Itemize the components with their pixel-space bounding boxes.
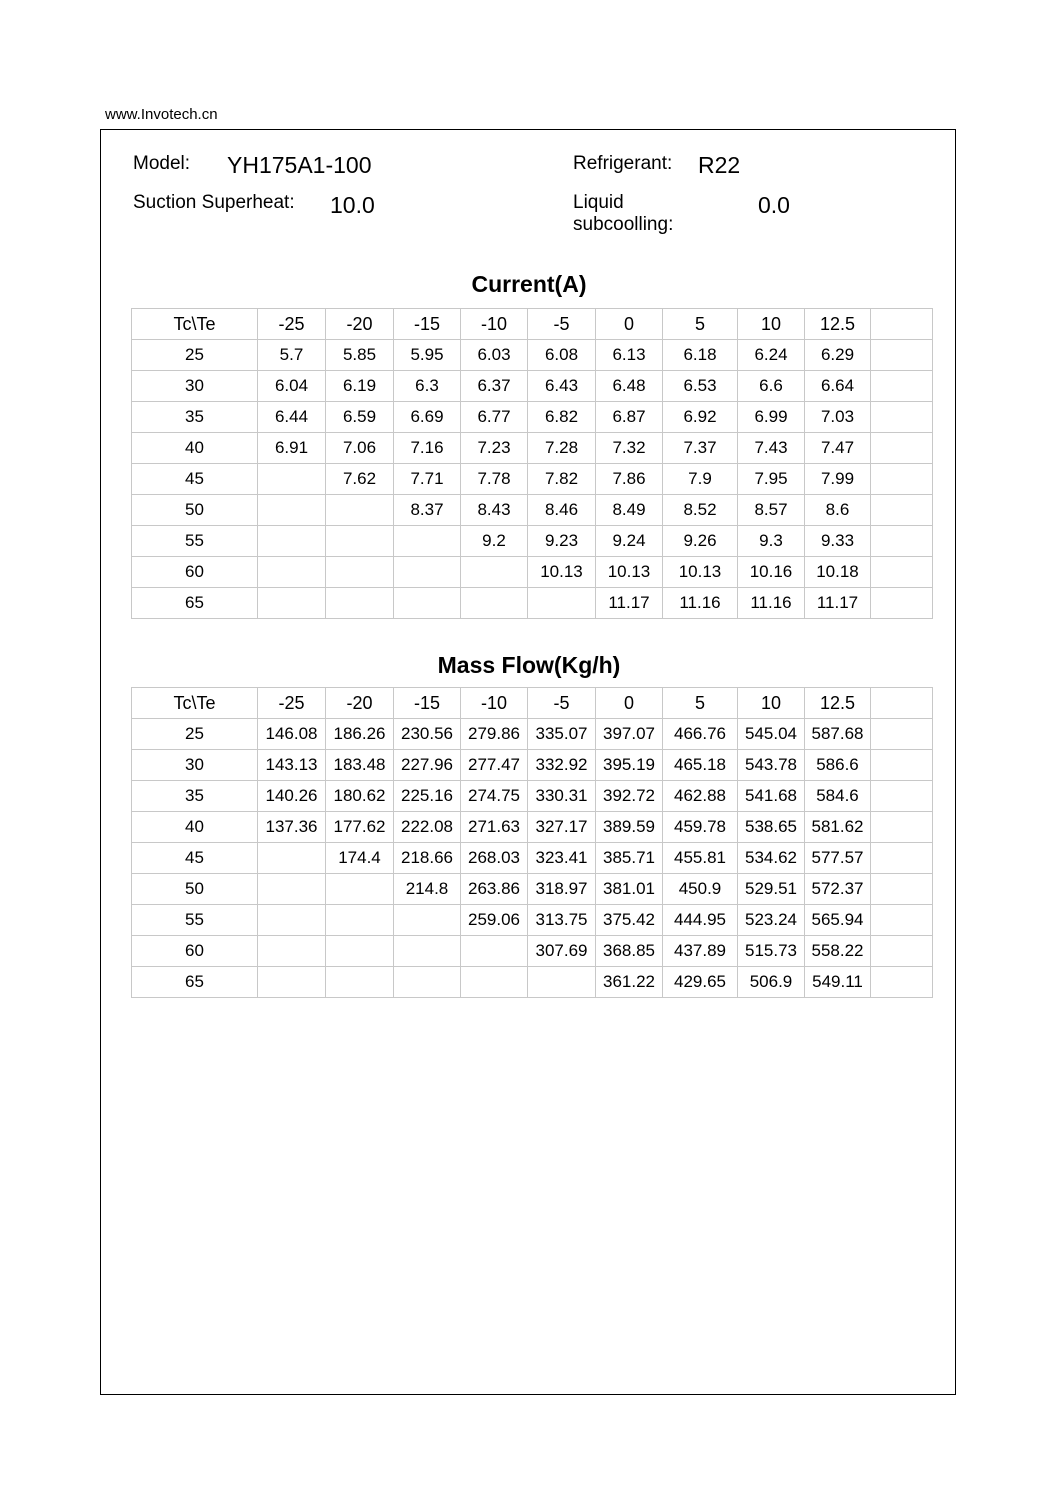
table-cell: 146.08 (258, 719, 326, 750)
table-cell (258, 936, 326, 967)
table-cell (394, 557, 461, 588)
table-cell (258, 557, 326, 588)
table-cell (258, 967, 326, 998)
table-cell (871, 781, 933, 812)
table-cell: 587.68 (805, 719, 871, 750)
table-cell (326, 495, 394, 526)
corner-cell: Tc\Te (132, 688, 258, 719)
table-cell (461, 936, 528, 967)
table-cell: 543.78 (738, 750, 805, 781)
table-cell: 9.24 (596, 526, 663, 557)
table-cell: 6.48 (596, 371, 663, 402)
table-row (132, 843, 933, 874)
table-cell: 538.65 (738, 812, 805, 843)
table-cell: 7.86 (596, 464, 663, 495)
row-header: 40 (132, 433, 258, 464)
table-cell: 7.06 (326, 433, 394, 464)
table-cell (871, 874, 933, 905)
table-cell: 222.08 (394, 812, 461, 843)
table-cell (871, 750, 933, 781)
table-cell: 140.26 (258, 781, 326, 812)
table-cell: 7.71 (394, 464, 461, 495)
table-cell (326, 936, 394, 967)
corner-cell: Tc\Te (132, 309, 258, 340)
table-cell: 279.86 (461, 719, 528, 750)
table-row (132, 812, 933, 843)
table-cell: 7.9 (663, 464, 738, 495)
column-header: 0 (596, 309, 663, 340)
table-cell: 6.29 (805, 340, 871, 371)
table-cell (871, 843, 933, 874)
table-cell: 549.11 (805, 967, 871, 998)
table-cell (871, 402, 933, 433)
table-cell: 11.16 (738, 588, 805, 619)
table-cell: 263.86 (461, 874, 528, 905)
table-cell: 6.99 (738, 402, 805, 433)
table-cell (871, 967, 933, 998)
website-url: www.Invotech.cn (105, 106, 218, 123)
refrigerant-label: Refrigerant: (573, 153, 673, 174)
table-cell (528, 588, 596, 619)
table-cell: 6.77 (461, 402, 528, 433)
table-cell: 177.62 (326, 812, 394, 843)
table-cell: 6.24 (738, 340, 805, 371)
table-cell: 318.97 (528, 874, 596, 905)
table-cell: 6.59 (326, 402, 394, 433)
table-cell: 313.75 (528, 905, 596, 936)
table-row (132, 719, 933, 750)
row-header: 45 (132, 464, 258, 495)
column-header (871, 688, 933, 719)
table-cell: 444.95 (663, 905, 738, 936)
table-cell: 10.16 (738, 557, 805, 588)
table-cell: 6.69 (394, 402, 461, 433)
table-cell: 7.03 (805, 402, 871, 433)
table-cell: 335.07 (528, 719, 596, 750)
table-row (132, 433, 933, 464)
table-cell (871, 340, 933, 371)
table-cell: 7.32 (596, 433, 663, 464)
table-cell: 545.04 (738, 719, 805, 750)
row-header: 65 (132, 967, 258, 998)
table-cell: 9.26 (663, 526, 738, 557)
table-cell: 6.64 (805, 371, 871, 402)
table-cell: 271.63 (461, 812, 528, 843)
row-header: 55 (132, 526, 258, 557)
table-cell (461, 967, 528, 998)
row-header: 25 (132, 340, 258, 371)
header-row (132, 688, 933, 719)
table-cell (258, 843, 326, 874)
table-cell: 466.76 (663, 719, 738, 750)
table-cell: 6.18 (663, 340, 738, 371)
table-cell: 5.7 (258, 340, 326, 371)
table-cell (394, 588, 461, 619)
table-row (132, 750, 933, 781)
table-cell: 7.99 (805, 464, 871, 495)
table-cell (258, 526, 326, 557)
table-cell: 227.96 (394, 750, 461, 781)
table-cell: 7.37 (663, 433, 738, 464)
column-header: 5 (663, 309, 738, 340)
table-cell: 8.57 (738, 495, 805, 526)
model-value: YH175A1-100 (227, 152, 372, 178)
row-header: 40 (132, 812, 258, 843)
table-cell (258, 464, 326, 495)
table-cell: 534.62 (738, 843, 805, 874)
table-cell: 5.95 (394, 340, 461, 371)
table-row (132, 905, 933, 936)
table-cell (528, 967, 596, 998)
table-cell: 327.17 (528, 812, 596, 843)
table-cell: 7.47 (805, 433, 871, 464)
table-cell: 389.59 (596, 812, 663, 843)
table-cell: 7.28 (528, 433, 596, 464)
table-cell: 7.16 (394, 433, 461, 464)
table-cell (258, 495, 326, 526)
table-cell: 429.65 (663, 967, 738, 998)
column-header: 5 (663, 688, 738, 719)
table-cell: 6.3 (394, 371, 461, 402)
table-cell: 465.18 (663, 750, 738, 781)
table-cell: 9.2 (461, 526, 528, 557)
table-cell (326, 557, 394, 588)
table-cell (394, 905, 461, 936)
table-cell: 6.53 (663, 371, 738, 402)
table-cell: 10.13 (528, 557, 596, 588)
table-row (132, 557, 933, 588)
table-cell: 307.69 (528, 936, 596, 967)
row-header: 50 (132, 874, 258, 905)
table-cell: 9.33 (805, 526, 871, 557)
table-cell: 368.85 (596, 936, 663, 967)
table-row (132, 464, 933, 495)
table-cell: 395.19 (596, 750, 663, 781)
table-cell: 586.6 (805, 750, 871, 781)
row-header: 50 (132, 495, 258, 526)
subcooling-value: 0.0 (758, 192, 790, 218)
table-cell: 7.78 (461, 464, 528, 495)
superheat-value: 10.0 (330, 192, 375, 218)
table-cell: 332.92 (528, 750, 596, 781)
row-header: 30 (132, 750, 258, 781)
table-cell: 10.13 (663, 557, 738, 588)
table-cell (326, 967, 394, 998)
table-cell (394, 526, 461, 557)
table-row (132, 874, 933, 905)
table-cell: 183.48 (326, 750, 394, 781)
table-cell: 259.06 (461, 905, 528, 936)
table-cell: 558.22 (805, 936, 871, 967)
model-label: Model: (133, 153, 191, 174)
superheat-label: Suction Superheat: (133, 192, 295, 213)
table-cell: 6.92 (663, 402, 738, 433)
massflow-table-title: Mass Flow(Kg/h) (437, 652, 621, 678)
table-cell: 7.43 (738, 433, 805, 464)
table-cell: 6.19 (326, 371, 394, 402)
column-header: -5 (528, 688, 596, 719)
column-header: -15 (394, 309, 461, 340)
table-cell: 375.42 (596, 905, 663, 936)
table-cell: 437.89 (663, 936, 738, 967)
table-row (132, 588, 933, 619)
table-cell: 361.22 (596, 967, 663, 998)
table-cell: 186.26 (326, 719, 394, 750)
table-cell: 397.07 (596, 719, 663, 750)
table-cell: 462.88 (663, 781, 738, 812)
table-cell (461, 588, 528, 619)
table-cell (871, 433, 933, 464)
column-header: 12.5 (805, 688, 871, 719)
table-cell: 577.57 (805, 843, 871, 874)
column-header: -20 (326, 688, 394, 719)
table-cell: 6.04 (258, 371, 326, 402)
subcooling-label-line2: subcoolling: (573, 214, 674, 235)
table-cell (258, 905, 326, 936)
table-cell: 11.16 (663, 588, 738, 619)
table-cell: 5.85 (326, 340, 394, 371)
column-header: 10 (738, 309, 805, 340)
current-table (131, 308, 933, 619)
table-cell: 7.95 (738, 464, 805, 495)
table-cell (871, 936, 933, 967)
column-header: -25 (258, 688, 326, 719)
table-cell (871, 557, 933, 588)
table-cell: 7.62 (326, 464, 394, 495)
table-cell: 10.18 (805, 557, 871, 588)
table-cell (871, 495, 933, 526)
table-cell: 6.03 (461, 340, 528, 371)
table-cell: 11.17 (596, 588, 663, 619)
table-cell: 268.03 (461, 843, 528, 874)
table-cell (258, 874, 326, 905)
table-cell: 8.6 (805, 495, 871, 526)
table-cell: 10.13 (596, 557, 663, 588)
massflow-table (131, 687, 933, 998)
table-cell (871, 905, 933, 936)
column-header: -20 (326, 309, 394, 340)
table-cell: 6.13 (596, 340, 663, 371)
table-cell: 274.75 (461, 781, 528, 812)
table-row (132, 526, 933, 557)
table-cell: 11.17 (805, 588, 871, 619)
table-cell: 143.13 (258, 750, 326, 781)
table-cell: 7.23 (461, 433, 528, 464)
table-cell (871, 812, 933, 843)
table-cell (871, 526, 933, 557)
row-header: 60 (132, 936, 258, 967)
column-header: -10 (461, 309, 528, 340)
table-cell: 218.66 (394, 843, 461, 874)
column-header: -5 (528, 309, 596, 340)
table-cell: 529.51 (738, 874, 805, 905)
table-cell: 8.49 (596, 495, 663, 526)
table-cell: 506.9 (738, 967, 805, 998)
table-cell (871, 464, 933, 495)
table-cell: 230.56 (394, 719, 461, 750)
table-cell: 8.43 (461, 495, 528, 526)
row-header: 65 (132, 588, 258, 619)
row-header: 55 (132, 905, 258, 936)
table-cell: 6.87 (596, 402, 663, 433)
table-cell: 385.71 (596, 843, 663, 874)
column-header (871, 309, 933, 340)
table-cell: 225.16 (394, 781, 461, 812)
table-cell (326, 874, 394, 905)
table-row (132, 495, 933, 526)
column-header: -15 (394, 688, 461, 719)
table-cell: 6.37 (461, 371, 528, 402)
table-cell: 6.08 (528, 340, 596, 371)
table-cell: 6.91 (258, 433, 326, 464)
column-header: -10 (461, 688, 528, 719)
table-cell: 323.41 (528, 843, 596, 874)
table-cell (871, 588, 933, 619)
subcooling-label-line1: Liquid (573, 192, 624, 213)
table-cell: 137.36 (258, 812, 326, 843)
table-cell: 330.31 (528, 781, 596, 812)
table-cell: 515.73 (738, 936, 805, 967)
row-header: 30 (132, 371, 258, 402)
header-row (132, 309, 933, 340)
table-cell: 565.94 (805, 905, 871, 936)
table-cell: 572.37 (805, 874, 871, 905)
table-cell: 214.8 (394, 874, 461, 905)
table-cell: 8.52 (663, 495, 738, 526)
table-cell: 6.44 (258, 402, 326, 433)
table-cell: 8.46 (528, 495, 596, 526)
row-header: 35 (132, 781, 258, 812)
column-header: -25 (258, 309, 326, 340)
table-cell (871, 719, 933, 750)
table-cell (326, 905, 394, 936)
table-cell: 581.62 (805, 812, 871, 843)
table-cell: 541.68 (738, 781, 805, 812)
table-cell (326, 588, 394, 619)
table-cell: 459.78 (663, 812, 738, 843)
table-row (132, 781, 933, 812)
table-cell: 523.24 (738, 905, 805, 936)
table-cell: 180.62 (326, 781, 394, 812)
table-row (132, 936, 933, 967)
table-cell: 7.82 (528, 464, 596, 495)
table-cell (326, 526, 394, 557)
table-cell (461, 557, 528, 588)
table-cell: 277.47 (461, 750, 528, 781)
table-cell (394, 967, 461, 998)
table-cell: 392.72 (596, 781, 663, 812)
table-cell (394, 936, 461, 967)
table-cell (258, 588, 326, 619)
table-cell: 6.6 (738, 371, 805, 402)
table-cell: 8.37 (394, 495, 461, 526)
table-cell: 381.01 (596, 874, 663, 905)
row-header: 25 (132, 719, 258, 750)
table-cell: 6.43 (528, 371, 596, 402)
table-cell (871, 371, 933, 402)
table-row (132, 340, 933, 371)
table-cell: 450.9 (663, 874, 738, 905)
table-cell: 6.82 (528, 402, 596, 433)
table-row (132, 371, 933, 402)
column-header: 12.5 (805, 309, 871, 340)
table-cell: 584.6 (805, 781, 871, 812)
column-header: 0 (596, 688, 663, 719)
table-cell: 174.4 (326, 843, 394, 874)
row-header: 60 (132, 557, 258, 588)
column-header: 10 (738, 688, 805, 719)
row-header: 45 (132, 843, 258, 874)
table-cell: 9.3 (738, 526, 805, 557)
table-cell: 9.23 (528, 526, 596, 557)
table-row (132, 967, 933, 998)
refrigerant-value: R22 (698, 152, 741, 178)
table-cell: 455.81 (663, 843, 738, 874)
table-row (132, 402, 933, 433)
current-table-title: Current(A) (471, 271, 587, 297)
row-header: 35 (132, 402, 258, 433)
